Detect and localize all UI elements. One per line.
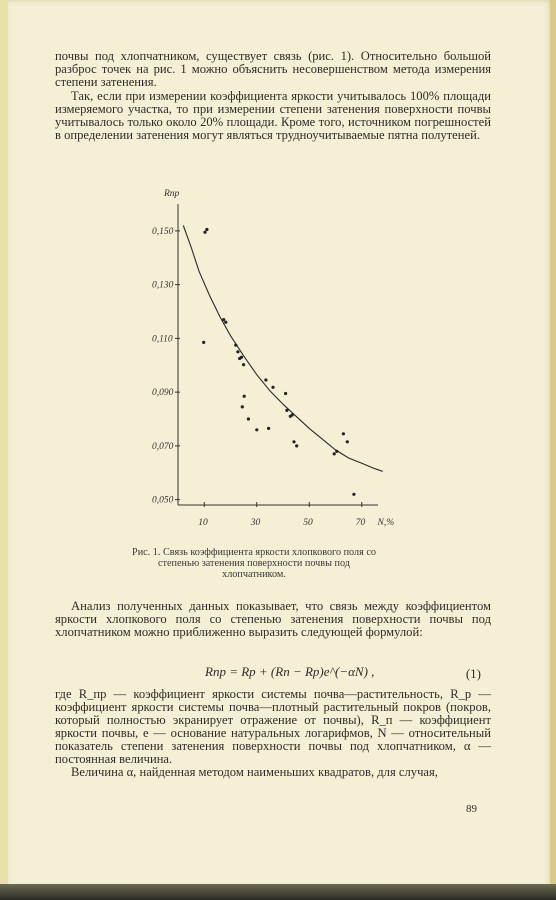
x-axis-label: N,% — [377, 518, 395, 528]
data-point — [222, 318, 225, 321]
formula-1 — [55, 664, 491, 680]
data-point — [335, 450, 338, 453]
data-point — [264, 378, 267, 381]
book-page — [8, 0, 553, 888]
data-point — [240, 356, 243, 359]
data-point — [342, 432, 345, 435]
data-point — [352, 493, 355, 496]
paragraph-2-text: Так, если при измерении коэффициента яркости учитывалось 100% площади измеряемого участка, то при измерении степени затенения поверхности почвы учитывалось только около 20% площади. Кроме того, источником погрешностей в определении затенения могут являться трудноучитываемые пятна полутеней. — [55, 89, 491, 142]
y-tick-label: 0,130 — [152, 280, 174, 291]
data-point — [292, 440, 295, 443]
x-tick-label: 50 — [303, 518, 313, 528]
page-number: 89 — [466, 803, 477, 815]
data-point — [241, 405, 244, 408]
y-tick-label: 0,070 — [152, 441, 174, 452]
y-tick-label: 0,110 — [152, 334, 173, 345]
paragraph-2 — [55, 90, 491, 142]
y-tick-label: 0,090 — [152, 388, 174, 399]
y-tick-label: 0,050 — [152, 495, 174, 506]
scatter-chart — [148, 182, 398, 537]
data-point — [255, 428, 258, 431]
paragraph-1-text: почвы под хлопчатником, существует связь (рис. 1). Относительно большой разброс точек на рис. 1 можно объяснить несовершенством метода измерения степени затенения. — [55, 49, 491, 89]
paragraph-5-text: Величина α, найденная методом наименьших квадратов, для случая, — [71, 765, 438, 779]
data-point — [285, 409, 288, 412]
data-point — [271, 386, 274, 389]
y-tick-label: 0,150 — [152, 226, 174, 237]
data-point — [242, 363, 245, 366]
x-tick-label: 70 — [355, 518, 366, 528]
paragraph-1 — [55, 50, 491, 89]
figure-caption: Рис. 1. Связь коэффициента яркости хлопкового поля со степенью затенения поверхности почвы под хлопчатником. — [132, 547, 376, 580]
formula-number: (1) — [465, 666, 481, 681]
fit-curve — [183, 226, 382, 472]
paragraph-3-text: Анализ полученных данных показывает, что связь между коэффициентом яркости хлопкового поля со степенью затенения поверхности почвы под хлопчатником можно приближенно выразить следующей формулой: — [55, 599, 491, 639]
data-point — [295, 444, 298, 447]
formula-expression: Rпр = Rр + (Rп − Rр)e^(−αN) , — [205, 664, 375, 679]
data-point — [291, 413, 294, 416]
data-point — [346, 440, 349, 443]
paragraph-3 — [55, 600, 491, 639]
y-axis-label: Rпр — [164, 189, 180, 199]
data-point — [284, 392, 287, 395]
data-point — [243, 395, 246, 398]
page-spine-shadow — [550, 0, 556, 884]
data-point — [333, 452, 336, 455]
x-tick-label: 10 — [198, 518, 208, 528]
paragraph-4 — [55, 688, 491, 779]
figure-1 — [148, 182, 398, 537]
data-point — [205, 228, 208, 231]
data-point — [203, 231, 206, 234]
book-binding-edge — [0, 884, 556, 900]
paragraph-4-text: где R_пр — коэффициент яркости системы почва—растительность, R_р — коэффициент яркости системы почва—плотный растительный покров (покров, который полностью экранирует отражение от почвы), R_п — коэффициент яркости почвы, e — основание натуральных логарифмов, N — относительный показатель степени затенения поверхности почвы под хлопчатником, α — постоянная величина. — [55, 687, 491, 766]
data-point — [267, 427, 270, 430]
data-point — [224, 321, 227, 324]
data-point — [236, 350, 239, 353]
data-point — [247, 417, 250, 420]
data-point — [234, 344, 237, 347]
data-point — [202, 341, 205, 344]
x-tick-label: 30 — [250, 518, 261, 528]
